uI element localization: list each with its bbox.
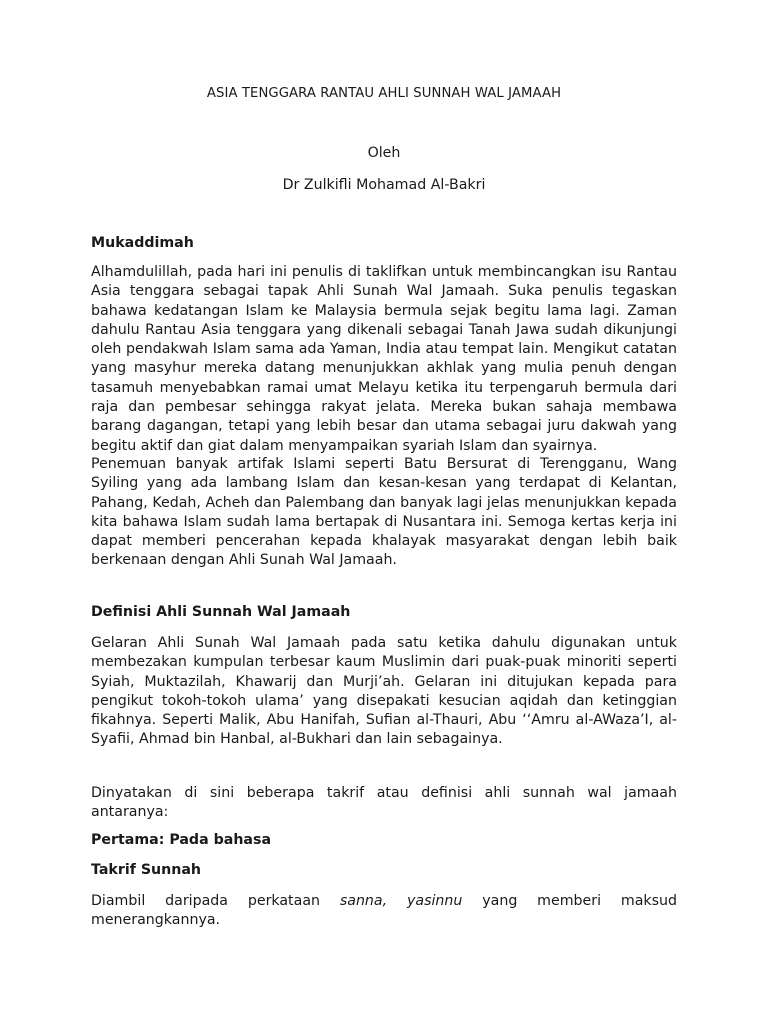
pertama-heading: Pertama: Pada bahasa <box>91 832 272 848</box>
definisi-paragraph-1: Gelaran Ahli Sunah Wal Jamaah pada satu ketika dahulu digunakan untuk membezakan kumpulan terbesar kaum Muslimin dari puak-puak minoriti seperti Syiah, Muktazilah, Khawarij dan Murji’ah. Gelaran ini ditujukan kepada para pengikut tokoh-tokoh ulama’ yang disepakati kesucian aqidah dan ketinggian fikahnya. Seperti Malik, Abu Hanifah, Sufian al-Thauri, Abu ‘‘Amru al-AWaza’I, al-Syafii, Ahmad bin Hanbal, al-Bukhari dan lain sebagainya. <box>91 635 677 748</box>
takrif-paragraph <box>91 892 677 931</box>
definisi-heading: Definisi Ahli Sunnah Wal Jamaah <box>91 604 351 620</box>
by-label: Oleh <box>367 145 401 161</box>
takrif-text-after: yang memberi maksud menerangkannya. <box>91 893 678 929</box>
mukaddimah-paragraph-1: Alhamdulillah, pada hari ini penulis di taklifkan untuk membincangkan isu Rantau Asia tenggara sebagai tapak Ahli Sunah Wal Jamaah. Suka penulis tegaskan bahawa kedatangan Islam ke Malaysia bermula sejak begitu lama lagi. Zaman dahulu Rantau Asia tenggara yang dikenali sebagai Tanah Jawa sudah dikunjungi oleh pendakwah Islam sama ada Yaman, India atau tempat lain. Mengikut catatan yang masyhur mereka datang menunjukkan akhlak yang mulia penuh dengan tasamuh menyebabkan ramai umat Melayu ketika itu terpengaruh bermula dari raja dan pembesar sehingga rakyat jelata. Mereka bukan sahaja membawa barang dagangan, tetapi yang lebih besar dan utama sebagai juru dakwah yang begitu aktif dan giat dalam menyampaikan syariah Islam dan syairnya. <box>91 264 677 454</box>
takrif-arabic-term: sanna, yasinnu <box>339 893 463 909</box>
takrif-sunnah-heading: Takrif Sunnah <box>91 862 202 878</box>
author-name: Dr Zulkifli Mohamad Al-Bakri <box>282 177 486 193</box>
mukaddimah-paragraph-2: Penemuan banyak artifak Islami seperti Batu Bersurat di Terengganu, Wang Syiling yang ada lambang Islam dan kesan-kesan yang terdapat di Kelantan, Pahang, Kedah, Acheh dan Palembang dan banyak lagi jelas menunjukkan kepada kita bahawa Islam sudah lama bertapak di Nusantara ini. Semoga kertas kerja ini dapat memberi pencerahan kepada khalayak masyarakat dengan lebih baik berkenaan dengan Ahli Sunah Wal Jamaah. <box>91 456 677 569</box>
definisi-paragraph-2: Dinyatakan di sini beberapa takrif atau definisi ahli sunnah wal jamaah antaranya: <box>91 785 677 821</box>
takrif-text-before: Diambil daripada perkataan <box>91 893 340 909</box>
mukaddimah-heading: Mukaddimah <box>91 235 194 251</box>
document-title: ASIA TENGGARA RANTAU AHLI SUNNAH WAL JAMAAH <box>206 86 562 101</box>
